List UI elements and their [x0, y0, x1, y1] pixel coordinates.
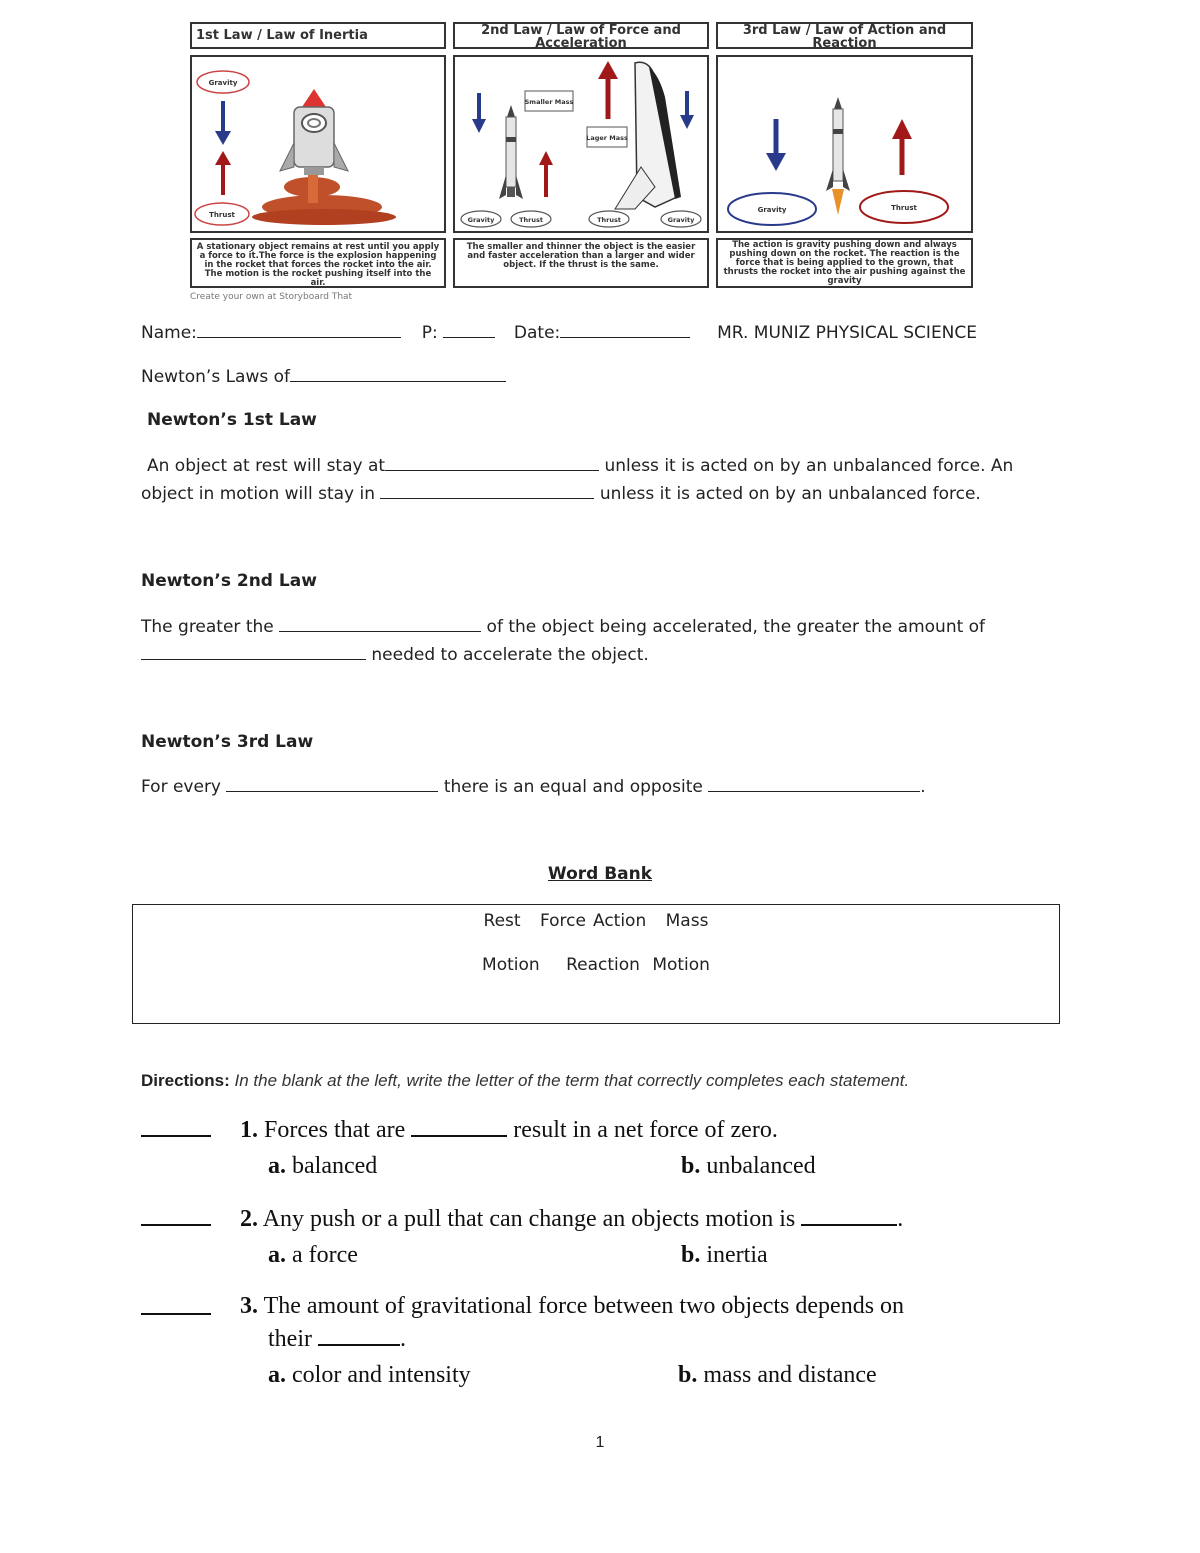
gravity-label: Gravity: [467, 216, 495, 224]
directions: [141, 1071, 909, 1091]
date-blank[interactable]: [560, 322, 690, 338]
up-arrow-icon: [539, 151, 553, 197]
law2-blank-mass[interactable]: [279, 616, 481, 632]
option-letter: b.: [681, 1242, 701, 1268]
answer-blank-1[interactable]: [141, 1115, 211, 1137]
up-arrow-icon: [892, 119, 912, 175]
option-text: unbalanced: [706, 1153, 816, 1179]
panel-1-image: [190, 55, 446, 233]
gravity-label: Gravity: [667, 216, 695, 224]
question-number: 2.: [240, 1206, 258, 1232]
down-arrow-icon: [766, 119, 786, 171]
directions-label: Directions:: [141, 1071, 230, 1090]
question-3-stem: [240, 1293, 904, 1320]
option-letter: b.: [678, 1362, 698, 1388]
law3-heading: Newton’s 3rd Law: [141, 732, 314, 752]
law1-text: object in motion will stay in: [141, 484, 375, 504]
option-b[interactable]: [678, 1362, 877, 1389]
option-a[interactable]: [268, 1362, 471, 1389]
word-force: Force: [539, 911, 586, 931]
explosion-icon: [252, 175, 396, 225]
panel-3-image: [716, 55, 973, 233]
word-rest: Rest: [483, 911, 521, 931]
question-text: The amount of gravitational force between two objects depends on: [263, 1293, 905, 1319]
law3-blank-reaction[interactable]: [708, 776, 920, 792]
answer-blank-3[interactable]: [141, 1293, 211, 1315]
thrust-label: Thrust: [597, 216, 621, 224]
option-text: balanced: [292, 1153, 378, 1179]
down-arrow-icon: [680, 91, 694, 129]
inline-blank: [801, 1204, 897, 1226]
law2-text: needed to accelerate the object.: [371, 645, 649, 665]
law2-blank-force[interactable]: [141, 644, 366, 660]
option-text: a force: [292, 1242, 358, 1268]
thrust-label: Thrust: [891, 204, 917, 212]
panel-1-title: 1st Law / Law of Inertia: [190, 22, 446, 49]
word-bank-row-1: [132, 911, 1060, 931]
option-a[interactable]: [268, 1153, 377, 1180]
word-bank-row-2: [132, 955, 1060, 975]
law1-text: unless it is acted on by an unbalanced force.: [599, 484, 981, 504]
question-text: Any push or a pull that can change an objects motion is: [262, 1206, 796, 1232]
law2-line2: [141, 644, 649, 665]
question-2: [141, 1204, 211, 1233]
question-number: 3.: [240, 1293, 258, 1319]
panel-3-caption: The action is gravity pushing down and always pushing down on the rocket. The reaction is the force that is being applied to the grown, that thrusts the rocket into the air pushing against the gravity: [716, 238, 973, 288]
answer-blank-2[interactable]: [141, 1204, 211, 1226]
topic-label: Newton’s Laws of: [141, 367, 291, 387]
panel-2-image: [453, 55, 709, 233]
option-text: color and intensity: [292, 1362, 471, 1388]
word-action: Action: [592, 911, 647, 931]
larger-mass-label: Lager Mass: [586, 134, 628, 142]
question-1: [141, 1115, 211, 1144]
header-row: [141, 322, 977, 343]
law1-line2: [141, 483, 981, 504]
option-b[interactable]: [681, 1153, 816, 1180]
question-text: their: [268, 1326, 312, 1352]
thrust-label: Thrust: [519, 216, 543, 224]
law1-text: unless it is acted on by an unbalanced force. An: [604, 456, 1014, 476]
word-motion: Motion: [482, 955, 540, 975]
word-motion-2: Motion: [652, 955, 710, 975]
period-label: P:: [421, 323, 438, 343]
law1-heading: Newton’s 1st Law: [147, 410, 317, 430]
law2-text: of the object being accelerated, the greater the amount of: [486, 617, 986, 637]
panel-2-caption: The smaller and thinner the object is the easier and faster acceleration than a larger and wider object. If the thrust is the same.: [453, 238, 709, 288]
topic-blank[interactable]: [290, 366, 506, 382]
question-3-stem-cont: [268, 1324, 406, 1353]
question-text: Forces that are: [264, 1117, 406, 1143]
option-a[interactable]: [268, 1242, 358, 1269]
up-arrow-icon: [215, 151, 231, 195]
big-up-arrow-icon: [598, 61, 618, 119]
teacher-name: MR. MUNIZ PHYSICAL SCIENCE: [717, 323, 978, 343]
rocket-icon: [280, 89, 348, 175]
panel-3-title: 3rd Law / Law of Action and Reaction: [716, 22, 973, 49]
panel-1-caption: A stationary object remains at rest until you apply a force to it.The force is the explosion happening in the rocket that forces the rocket into the air. The motion is the rocket pushing itself into the air.: [190, 238, 446, 288]
law2-heading: Newton’s 2nd Law: [141, 571, 317, 591]
inline-blank: [411, 1115, 507, 1137]
word-mass: Mass: [665, 911, 709, 931]
law1-blank-motion[interactable]: [380, 483, 594, 499]
inline-blank: [318, 1324, 400, 1346]
option-b[interactable]: [681, 1242, 768, 1269]
small-rocket-icon: [499, 105, 523, 199]
law1-blank-rest[interactable]: [385, 455, 599, 471]
law2-line1: [141, 616, 985, 637]
question-text: .: [897, 1206, 904, 1232]
name-blank[interactable]: [197, 322, 401, 338]
law3-line: [141, 776, 926, 797]
down-arrow-icon: [472, 93, 486, 133]
option-letter: a.: [268, 1362, 286, 1388]
name-label: Name:: [141, 323, 197, 343]
law3-text: For every: [141, 777, 221, 797]
page-number: 1: [595, 1434, 605, 1451]
question-1-stem: [240, 1115, 778, 1144]
down-arrow-icon: [215, 101, 231, 145]
law3-period: .: [920, 777, 926, 797]
storyboard-credit: Create your own at Storyboard That: [190, 292, 353, 302]
question-2-stem: [240, 1204, 903, 1233]
question-3: [141, 1293, 211, 1322]
law3-blank-action[interactable]: [226, 776, 438, 792]
question-text: .: [399, 1326, 406, 1352]
word-reaction: Reaction: [566, 955, 640, 975]
law3-text: there is an equal and opposite: [443, 777, 703, 797]
period-blank[interactable]: [443, 322, 495, 338]
option-text: inertia: [706, 1242, 768, 1268]
option-letter: a.: [268, 1153, 286, 1179]
panel-2-title: 2nd Law / Law of Force and Acceleration: [453, 22, 709, 49]
thrust-label: Thrust: [209, 211, 235, 219]
topic-line: [141, 366, 506, 387]
option-letter: a.: [268, 1242, 286, 1268]
law2-text: The greater the: [141, 617, 274, 637]
law1-line1: [147, 455, 1013, 476]
rocket-icon: [826, 97, 850, 215]
gravity-label: Gravity: [208, 79, 238, 87]
question-number: 1.: [240, 1117, 258, 1143]
date-label: Date:: [513, 323, 561, 343]
question-text: result in a net force of zero.: [513, 1117, 778, 1143]
option-letter: b.: [681, 1153, 701, 1179]
law1-text: An object at rest will stay at: [147, 456, 386, 476]
gravity-label: Gravity: [757, 206, 787, 214]
option-text: mass and distance: [703, 1362, 877, 1388]
word-bank-title: Word Bank: [547, 864, 653, 884]
directions-text: In the blank at the left, write the letter of the term that correctly completes each statement.: [234, 1071, 910, 1090]
smaller-mass-label: Smaller Mass: [524, 98, 574, 106]
